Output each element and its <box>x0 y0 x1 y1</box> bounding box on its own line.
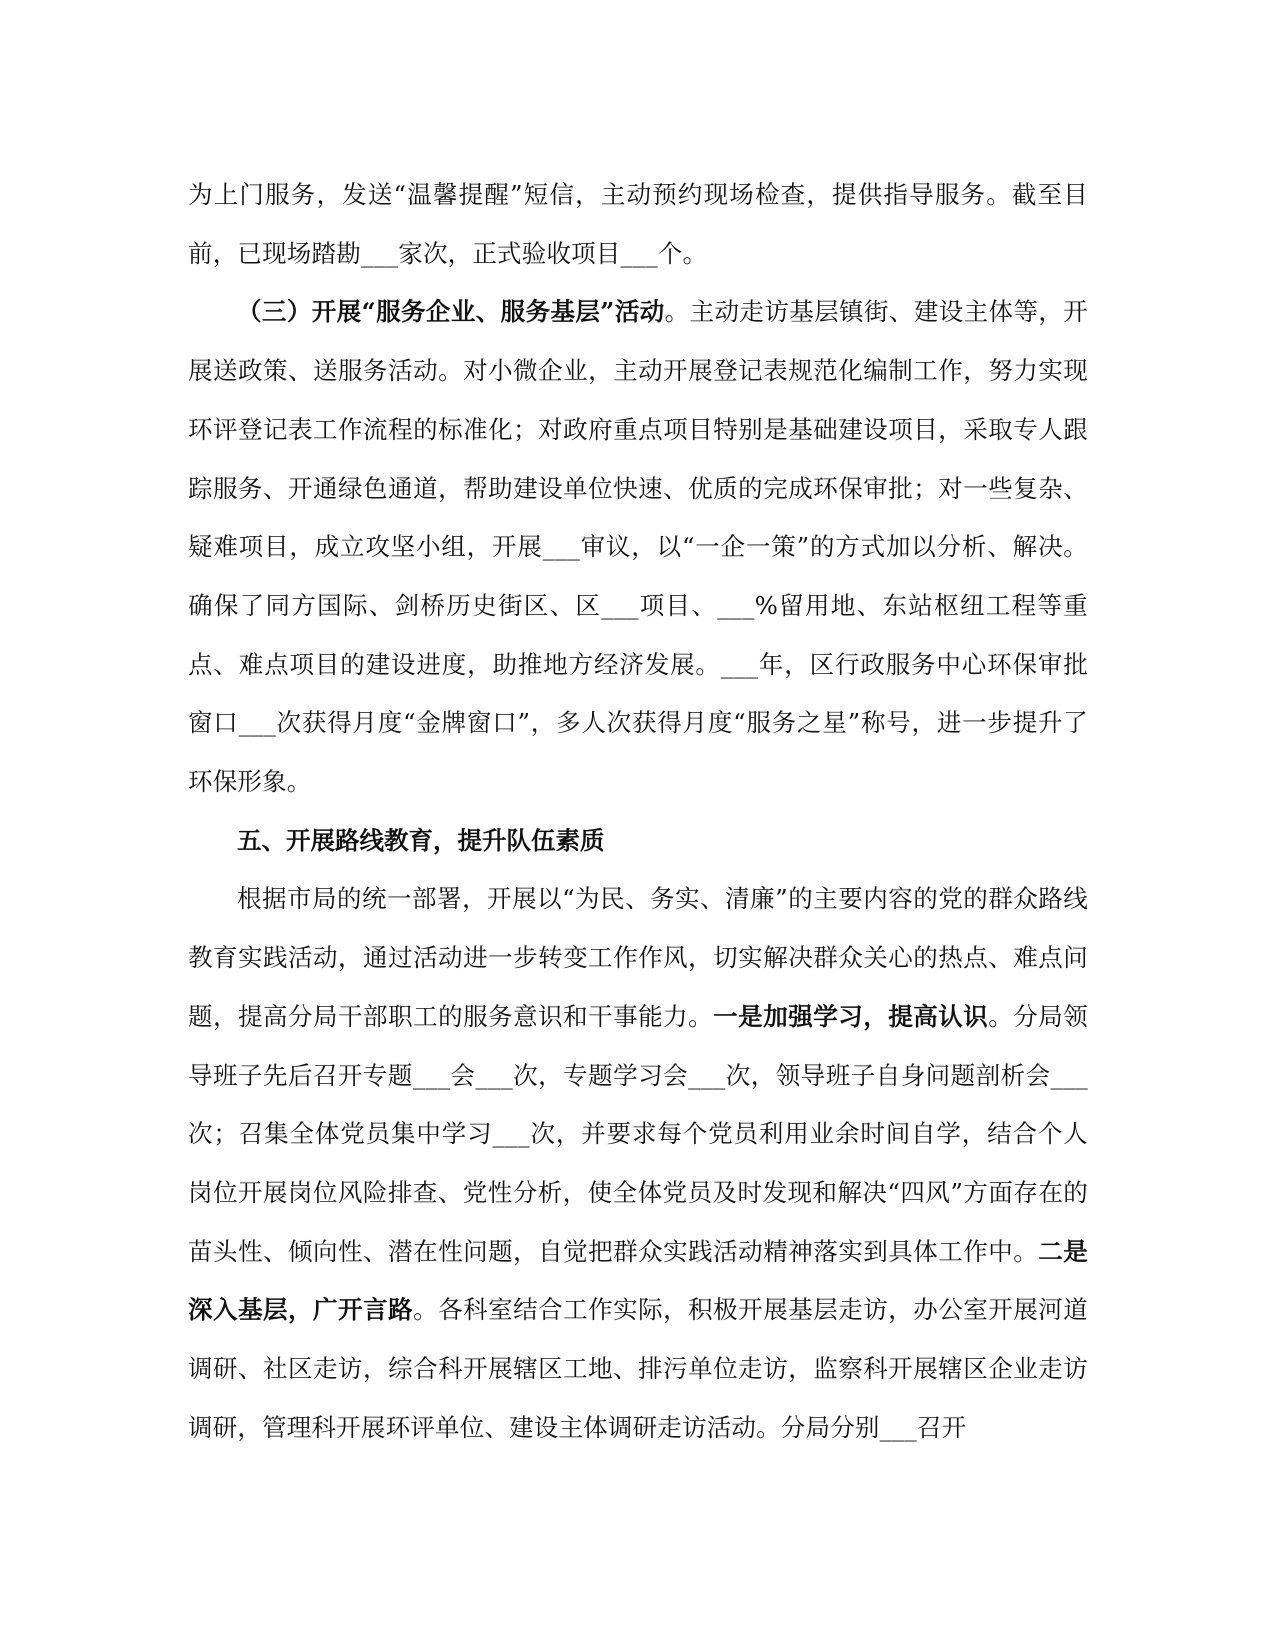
paragraph-service-activity <box>188 283 1088 811</box>
paragraph-text: 根据市局的统一部署，开展以“为民、务实、清廉”的主要内容的党的群众路线教育实践活动，通过活动进一步转变工作作风，切实解决群众关心的热点、难点问题，提高分局干部职工的服务意识和干事能力。 <box>188 884 1088 1031</box>
paragraph-route-education <box>188 870 1088 1457</box>
paragraph-text: 。分局领导班子先后召开专题___会___次，专题学习会___次，领导班子自身问题剖析会___次；召集全体党员集中学习___次，并要求每个党员利用业余时间自学，结合个人岗位开展岗位风险排查、党性分析，使全体党员及时发现和解决“四风”方面存在的苗头性、倾向性、潜在性问题，自觉把群众实践活动精神落实到具体工作中。 <box>188 1001 1088 1266</box>
subsection-title: （三）开展“服务企业、服务基层”活动 <box>237 297 665 327</box>
bold-point-one: 一是加强学习，提高认识 <box>713 1001 989 1031</box>
paragraph-service-continuation <box>188 166 1088 283</box>
document-body <box>188 166 1088 1457</box>
section-heading: 五、开展路线教育，提升队伍素质 <box>237 825 605 855</box>
bold-point-two: 二是深入基层，广开言路 <box>188 1236 1089 1325</box>
paragraph-text: 。各科室结合工作实际，积极开展基层走访，办公室开展河道调研、社区走访，综合科开展辖区工地、排污单位走访，监察科开展辖区企业走访调研，管理科开展环评单位、建设主体调研走访活动。分局分别___召开 <box>188 1295 1088 1442</box>
paragraph-text: 。主动走访基层镇街、建设主体等，开展送政策、送服务活动。对小微企业，主动开展登记表规范化编制工作，努力实现环评登记表工作流程的标准化；对政府重点项目特别是基础建设项目，采取专人跟踪服务、开通绿色通道，帮助建设单位快速、优质的完成环保审批；对一些复杂、疑难项目，成立攻坚小组，开展___审议，以“一企一策”的方式加以分析、解决。确保了同方国际、剑桥历史街区、区___项目、___%留用地、东站枢纽工程等重点、难点项目的建设进度，助推地方经济发展。___年，区行政服务中心环保审批窗口___次获得月度“金牌窗口”，多人次获得月度“服务之星”称号，进一步提升了环保形象。 <box>188 297 1088 797</box>
paragraph-text: 为上门服务，发送“温馨提醒”短信，主动预约现场检查，提供指导服务。截至目前，已现场踏勘___家次，正式验收项目___个。 <box>188 180 1088 268</box>
